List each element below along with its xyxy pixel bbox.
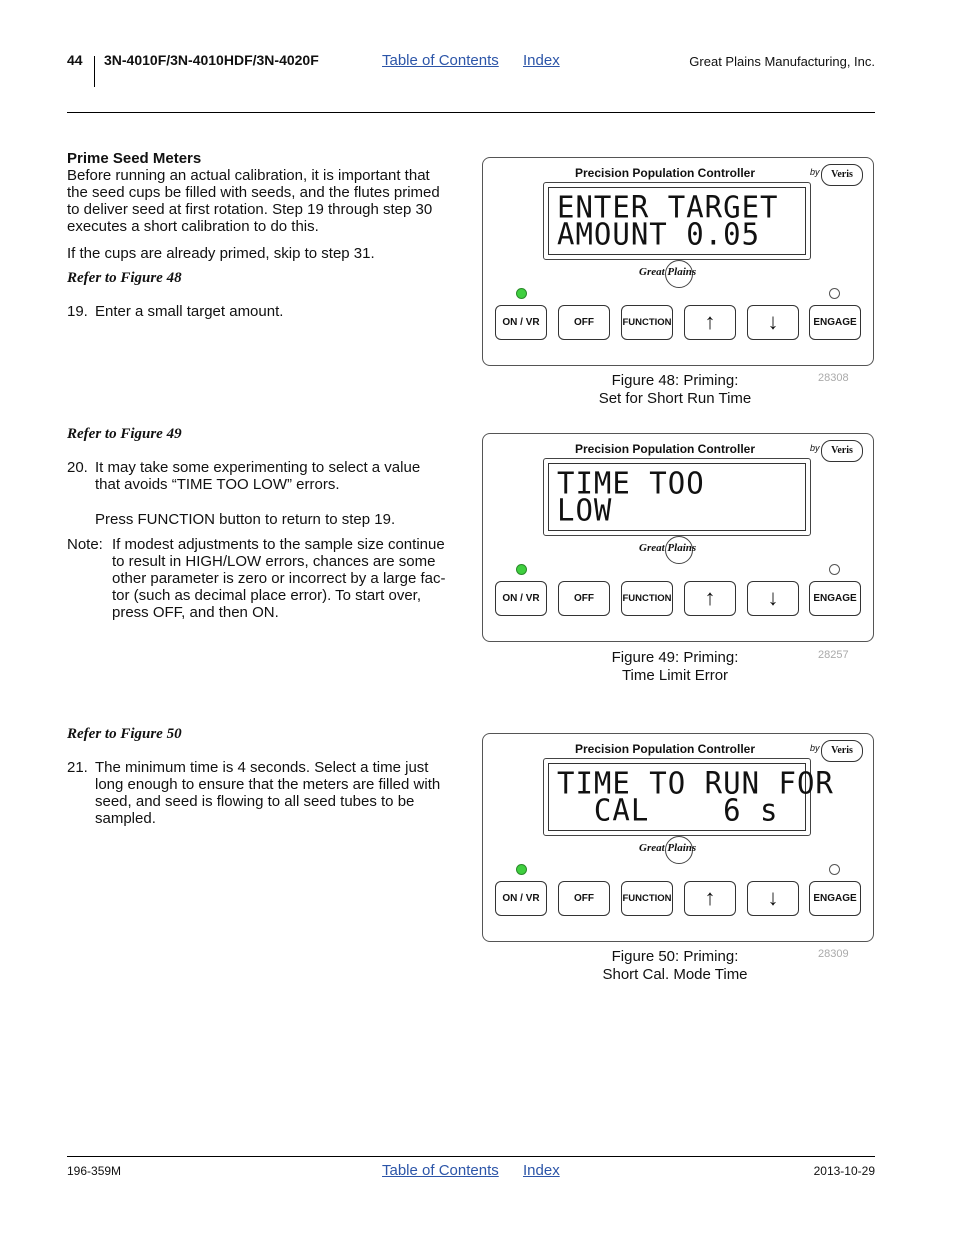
header-rule	[67, 112, 875, 113]
intro-line: the seed cups be filled with seeds, and the flutes primed	[67, 184, 440, 201]
doc-number: 196-359M	[67, 1164, 122, 1178]
doc-date: 2013-10-29	[813, 1164, 875, 1178]
step-text	[95, 759, 465, 827]
note-line: If modest adjustments to the sample size continue	[112, 536, 445, 553]
controller-panel-fig50	[482, 733, 874, 942]
on-vr-button[interactable]: ON / VR	[495, 881, 547, 916]
intro-line: executes a short calibration to do this.	[67, 218, 319, 235]
panel-title: Precision Population Controller	[575, 166, 756, 180]
panel-title: Precision Population Controller	[575, 742, 756, 756]
veris-logo: Veris	[821, 440, 863, 462]
refer-figure-48: Refer to Figure 48	[67, 270, 182, 286]
note-text	[112, 536, 462, 621]
controller-panel-fig49	[482, 433, 874, 642]
lcd-line-2: LOW	[557, 492, 613, 528]
great-plains-logo: Great Plains	[639, 842, 697, 854]
veris-logo: Veris	[821, 740, 863, 762]
step-line: long enough to ensure that the meters are filled with	[95, 776, 441, 793]
step-text: Enter a small target amount.	[95, 303, 284, 320]
lcd-line-1: TIME TOO	[557, 465, 705, 501]
note-line: tor (such as decimal place error). To start over,	[112, 587, 422, 604]
step-number: 20.	[67, 459, 88, 476]
step-line: that avoids “TIME TOO LOW” errors.	[95, 476, 340, 493]
step-line: seed, and seed is flowing to all seed tubes to be	[95, 793, 415, 810]
refer-figure-49: Refer to Figure 49	[67, 426, 182, 442]
step-line: It may take some experimenting to select a value	[95, 459, 421, 476]
step-line: sampled.	[95, 810, 156, 827]
header-index-link[interactable]: Index	[523, 52, 560, 69]
off-button[interactable]: OFF	[558, 881, 610, 916]
engage-led	[829, 288, 840, 299]
caption-line: Figure 48: Priming:	[611, 372, 739, 389]
page-number: 44	[67, 52, 83, 68]
lcd-line-2: CAL 6 s	[557, 792, 779, 828]
caption-line: Figure 50: Priming:	[611, 948, 739, 965]
up-arrow-button[interactable]: ↑	[684, 881, 736, 916]
step-extra: Press FUNCTION button to return to step 19.	[95, 511, 396, 528]
note-line: press OFF, and then ON.	[112, 604, 279, 621]
on-vr-button[interactable]: ON / VR	[495, 305, 547, 340]
up-arrow-button[interactable]: ↑	[684, 581, 736, 616]
great-plains-logo: Great Plains	[639, 266, 697, 278]
step-line: The minimum time is 4 seconds. Select a time just	[95, 759, 429, 776]
on-vr-button[interactable]: ON / VR	[495, 581, 547, 616]
lcd-line-1: TIME TO RUN FOR	[557, 765, 834, 801]
header-toc-link[interactable]: Table of Contents	[382, 52, 499, 69]
model-title: 3N-4010F/3N-4010HDF/3N-4020F	[104, 52, 319, 68]
engage-button[interactable]: ENGAGE	[809, 305, 861, 340]
engage-led	[829, 564, 840, 575]
intro-line: to deliver seed at first rotation. Step 19 through step 30	[67, 201, 433, 218]
section-title: Prime Seed Meters	[67, 150, 202, 167]
off-button[interactable]: OFF	[558, 581, 610, 616]
skip-note: If the cups are already primed, skip to step 31.	[67, 245, 375, 262]
note-label: Note:	[67, 536, 103, 553]
down-arrow-button[interactable]: ↓	[747, 305, 799, 340]
footer-rule	[67, 1156, 875, 1157]
figure-number: 28257	[818, 649, 849, 661]
status-led-green	[516, 864, 527, 875]
off-button[interactable]: OFF	[558, 305, 610, 340]
lcd-display	[543, 458, 811, 536]
lcd-display	[543, 758, 834, 836]
section-intro	[67, 167, 467, 235]
intro-line: Before running an actual calibration, it is important that	[67, 167, 430, 184]
step-number: 21.	[67, 759, 88, 776]
engage-button[interactable]: ENGAGE	[809, 881, 861, 916]
figure-number: 28308	[818, 372, 849, 384]
figure-49-caption	[525, 649, 825, 685]
function-button[interactable]: FUNCTION	[621, 581, 673, 616]
by-label: by	[810, 743, 820, 753]
figure-50-caption	[525, 948, 825, 984]
caption-line: Figure 49: Priming:	[611, 649, 739, 666]
figure-number: 28309	[818, 948, 849, 960]
lcd-line-1: ENTER TARGET	[557, 189, 779, 225]
by-label: by	[810, 443, 820, 453]
by-label: by	[810, 167, 820, 177]
note-line: other parameter is zero or incorrect by a large fac-	[112, 570, 446, 587]
lcd-line-2: AMOUNT 0.05	[557, 216, 761, 252]
footer-toc-link[interactable]: Table of Contents	[382, 1162, 499, 1179]
panel-title: Precision Population Controller	[575, 442, 756, 456]
status-led-green	[516, 288, 527, 299]
down-arrow-button[interactable]: ↓	[747, 881, 799, 916]
function-button[interactable]: FUNCTION	[621, 881, 673, 916]
refer-figure-50: Refer to Figure 50	[67, 726, 182, 742]
engage-button[interactable]: ENGAGE	[809, 581, 861, 616]
figure-48-caption	[525, 372, 825, 408]
header-divider	[94, 56, 95, 87]
step-text	[95, 459, 420, 493]
caption-line: Set for Short Run Time	[598, 390, 752, 407]
function-button[interactable]: FUNCTION	[621, 305, 673, 340]
step-number: 19.	[67, 303, 88, 320]
footer-index-link[interactable]: Index	[523, 1162, 560, 1179]
engage-led	[829, 864, 840, 875]
note-line: to result in HIGH/LOW errors, chances are some	[112, 553, 436, 570]
controller-panel-fig48	[482, 157, 874, 366]
down-arrow-button[interactable]: ↓	[747, 581, 799, 616]
caption-line: Time Limit Error	[621, 667, 729, 684]
great-plains-logo: Great Plains	[639, 542, 697, 554]
company-name: Great Plains Manufacturing, Inc.	[689, 54, 875, 69]
veris-logo: Veris	[821, 164, 863, 186]
status-led-green	[516, 564, 527, 575]
lcd-display	[543, 182, 811, 260]
caption-line: Short Cal. Mode Time	[602, 966, 748, 983]
up-arrow-button[interactable]: ↑	[684, 305, 736, 340]
